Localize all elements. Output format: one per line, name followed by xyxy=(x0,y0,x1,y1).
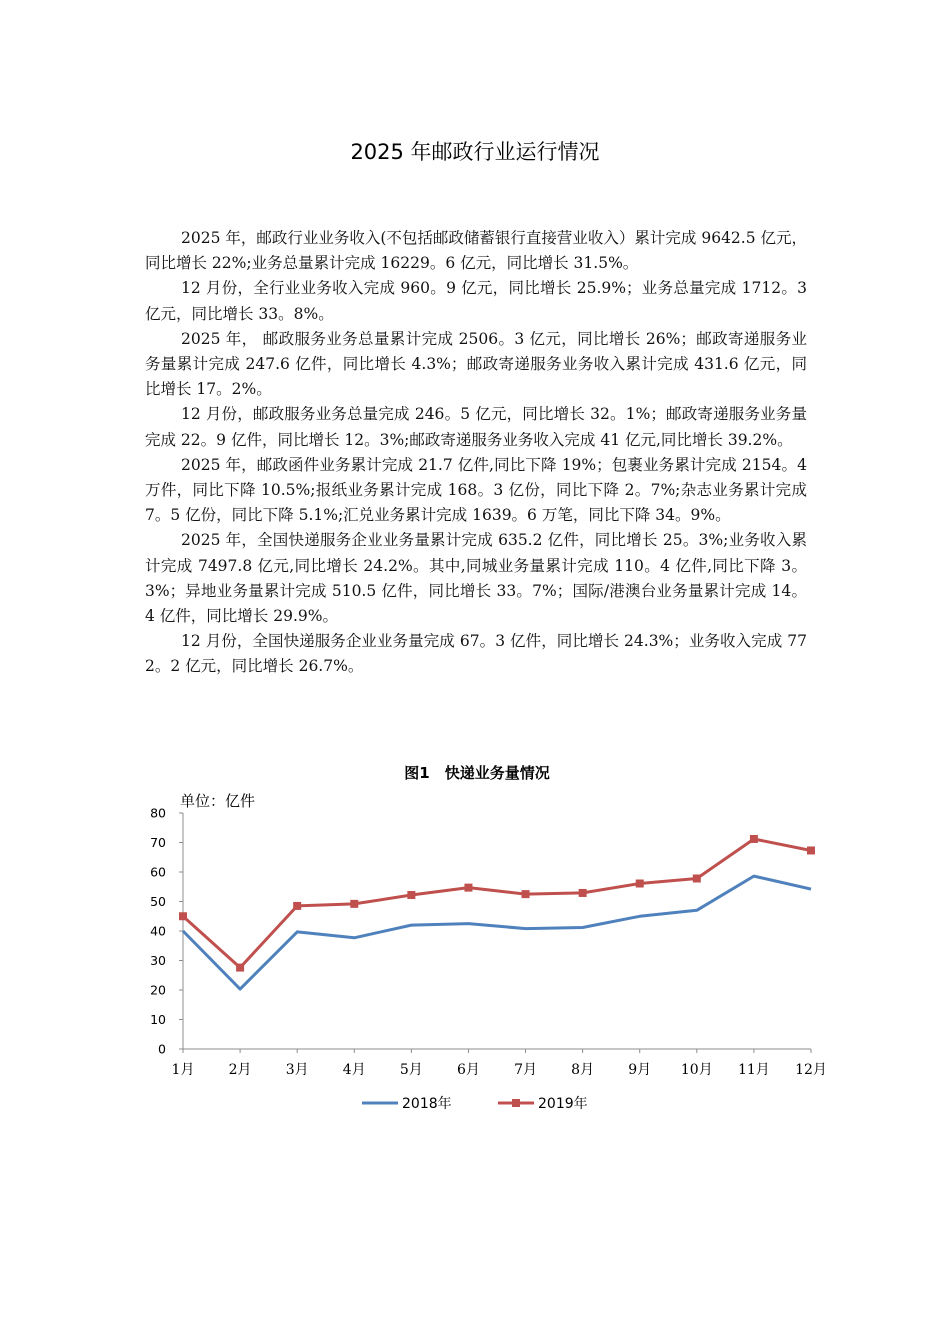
series-1 xyxy=(183,876,811,989)
data-point xyxy=(807,846,815,854)
series-line xyxy=(183,839,811,968)
y-tick-label: 60 xyxy=(150,864,166,880)
series-layer xyxy=(179,835,815,989)
legend-item xyxy=(362,1095,452,1112)
paragraph: 2025 年，全国快递服务企业业务量累计完成 635.2 亿件，同比增长 25。3%;业务收入累计完成 7497.8 亿元,同比增长 24.2%。其中,同城业务量累计完成 110。4 亿件,同比下降 3。3%；异地业务量累计完成 510.5 亿件，同比增长 33。7%；国际/港澳台业务量累计完成 14。4 亿件，同比增长 29.9%。 xyxy=(145,531,807,626)
x-axis xyxy=(172,1049,827,1078)
data-point xyxy=(179,912,187,920)
y-tick-label: 70 xyxy=(150,835,166,850)
x-tick-label: 12月 xyxy=(795,1062,827,1078)
legend-label: 2018年 xyxy=(402,1096,452,1112)
data-point xyxy=(579,889,587,897)
y-tick-label: 0 xyxy=(158,1041,166,1057)
x-tick-label: 10月 xyxy=(680,1062,713,1078)
line-chart-svg xyxy=(140,755,840,1125)
chart-unit-label: 单位：亿件 xyxy=(180,792,256,810)
y-tick-label: 40 xyxy=(150,923,166,939)
legend-marker xyxy=(512,1099,520,1107)
y-tick-label: 10 xyxy=(150,1012,166,1027)
paragraph: 2025 年，邮政行业业务收入(不包括邮政储蓄银行直接营业收入）累计完成 9642.5 亿元，同比增长 22%;业务总量累计完成 16229。6 亿元，同比增长 31.5%。 xyxy=(145,229,808,273)
data-point xyxy=(522,890,530,898)
x-tick-label: 8月 xyxy=(571,1062,595,1078)
data-point xyxy=(636,880,644,888)
paragraph: 12 月份，邮政服务业务总量完成 246。5 亿元，同比增长 32。1%；邮政寄递服务业务量完成 22。9 亿件，同比增长 12。3%;邮政寄递服务业务收入完成 41 亿元,同比增长 39.2%。 xyxy=(145,405,807,449)
legend-item xyxy=(498,1095,588,1112)
y-tick-label: 50 xyxy=(150,894,166,909)
y-tick-label: 20 xyxy=(150,982,166,998)
document-title: 2025 年邮政行业运行情况 xyxy=(350,140,600,164)
x-tick-label: 11月 xyxy=(737,1062,770,1078)
x-tick-label: 9月 xyxy=(628,1062,652,1078)
y-tick-label: 80 xyxy=(150,805,166,821)
series-2 xyxy=(179,835,815,972)
data-point xyxy=(693,874,701,882)
document-body xyxy=(145,226,807,680)
data-point xyxy=(350,900,358,908)
x-tick-label: 7月 xyxy=(514,1062,538,1078)
chart-title: 图1 快递业务量情况 xyxy=(404,764,550,782)
x-tick-label: 1月 xyxy=(171,1062,195,1078)
paragraph: 2025 年， 邮政服务业务总量累计完成 2506。3 亿元，同比增长 26%；邮政寄递服务业务量累计完成 247.6 亿件，同比增长 4.3%；邮政寄递服务业务收入累计完成 431.6 亿元，同比增长 17。2%。 xyxy=(145,329,807,399)
x-tick-label: 3月 xyxy=(285,1062,309,1078)
data-point xyxy=(464,884,472,892)
series-line xyxy=(183,876,811,989)
data-point xyxy=(293,902,301,910)
chart-legend xyxy=(362,1095,588,1112)
x-tick-label: 5月 xyxy=(399,1062,423,1078)
paragraph: 12 月份，全行业业务收入完成 960。9 亿元，同比增长 25.9%；业务总量完成 1712。3 亿元，同比增长 33。8%。 xyxy=(145,279,807,323)
x-tick-label: 2月 xyxy=(228,1062,252,1078)
paragraph: 2025 年，邮政函件业务累计完成 21.7 亿件,同比下降 19%；包裹业务累计完成 2154。4 万件，同比下降 10.5%;报纸业务累计完成 168。3 亿份，同比下降 2。7%;杂志业务累计完成 7。5 亿份，同比下降 5.1%;汇兑业务累计完成 1639。6 万笔，同比下降 34。9%。 xyxy=(145,455,807,525)
data-point xyxy=(750,835,758,843)
y-tick-label: 30 xyxy=(150,953,166,968)
x-tick-label: 4月 xyxy=(342,1062,366,1078)
paragraph: 12 月份，全国快递服务企业业务量完成 67。3 亿件，同比增长 24.3%；业务收入完成 772。2 亿元，同比增长 26.7%。 xyxy=(145,632,807,676)
x-tick-label: 6月 xyxy=(456,1062,480,1078)
y-axis xyxy=(150,806,183,1057)
data-point xyxy=(407,891,415,899)
express-volume-chart xyxy=(140,755,840,1125)
data-point xyxy=(236,964,244,972)
legend-label: 2019年 xyxy=(538,1096,588,1112)
